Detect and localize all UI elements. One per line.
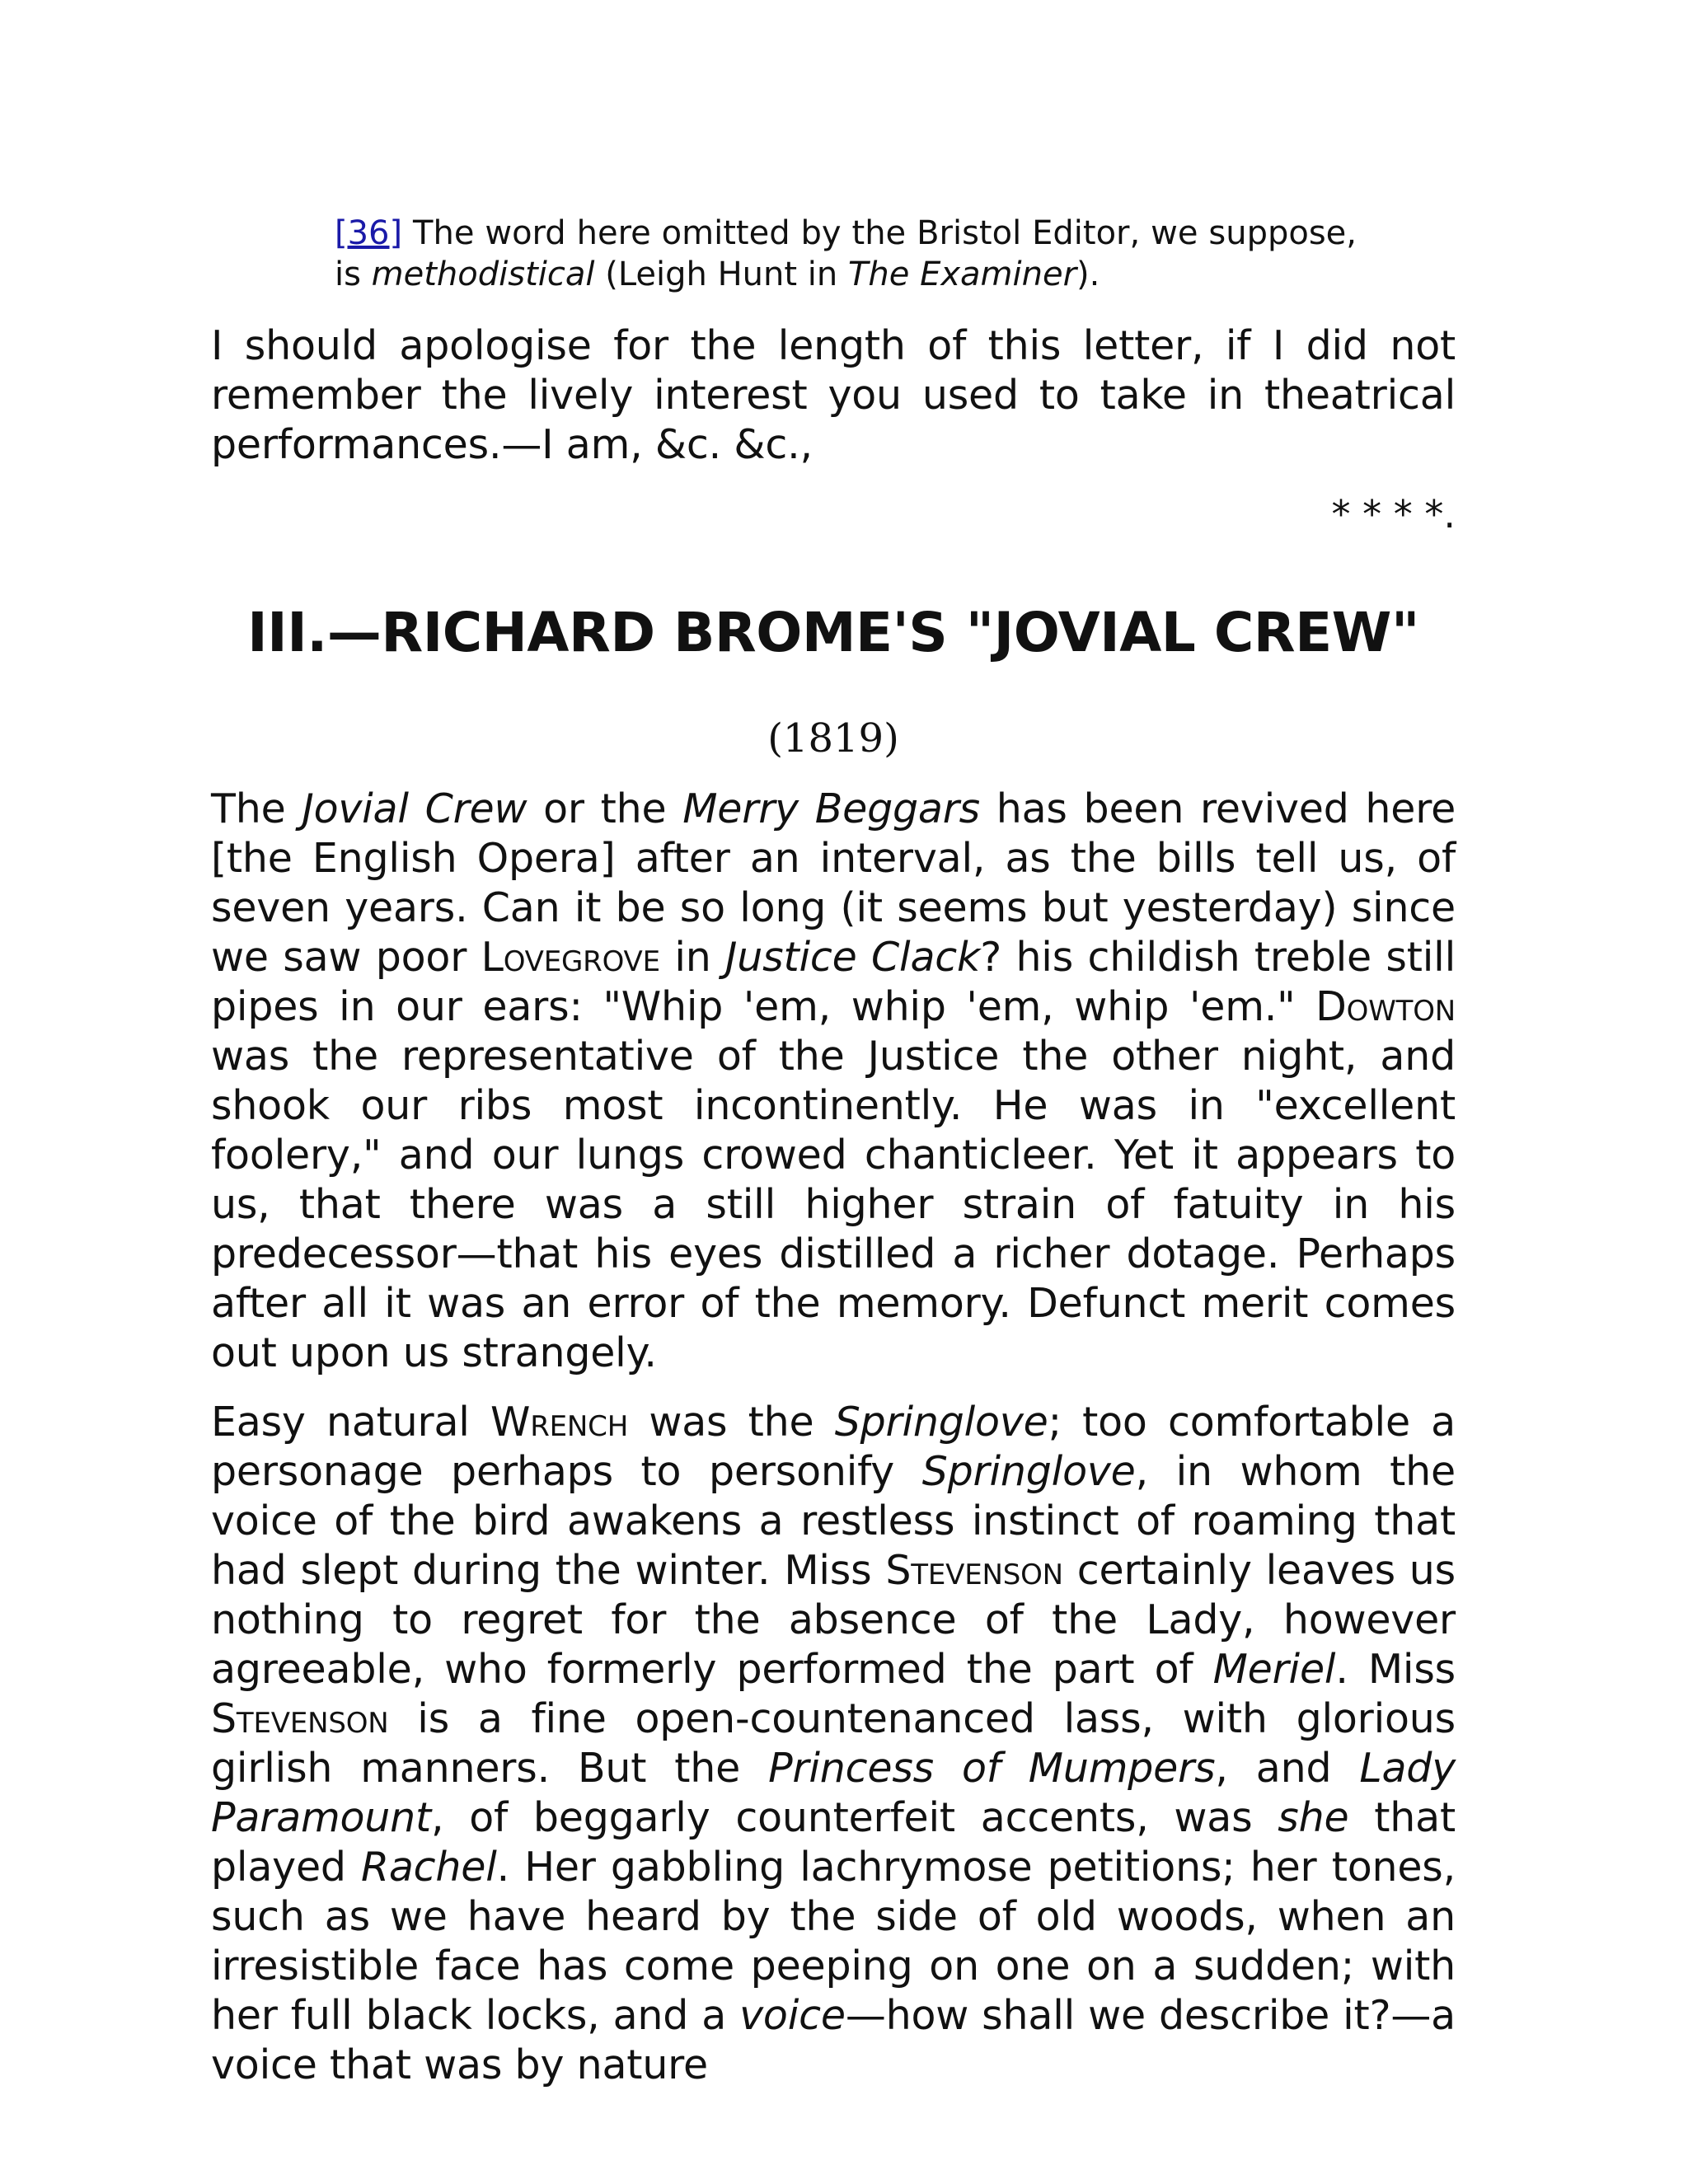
small-caps-name: Lovegrove	[481, 934, 660, 981]
italic-text: Rachel	[360, 1844, 497, 1891]
text: ? his childish treble still pipes in our ears: "Whip 'em, whip 'em, whip 'em."	[211, 934, 1456, 1030]
text: in	[659, 934, 726, 981]
text: was the	[628, 1399, 835, 1446]
footnote-text: (Leigh Hunt in	[594, 255, 848, 293]
text: is a fine open-countenanced lass, with glorious girlish manners. But the	[211, 1695, 1456, 1792]
text: The	[211, 785, 302, 832]
text: —how shall we describe it?—a voice that was by nature	[211, 1992, 1456, 2088]
text: , and	[1215, 1745, 1360, 1792]
text: , of beggarly counterfeit accents, was	[430, 1794, 1278, 1841]
italic-text: Jovial Crew	[302, 785, 528, 832]
section-heading: III.—RICHARD BROME'S "JOVIAL CREW"	[247, 601, 1419, 664]
footnote-text: ).	[1076, 255, 1100, 293]
text: that played	[211, 1794, 1456, 1891]
italic-text: Princess of Mumpers	[768, 1745, 1216, 1792]
footnote-italic-word: methodistical	[371, 255, 595, 293]
italic-text: Lady Paramount	[211, 1745, 1456, 1841]
small-caps-name: Dowton	[1315, 983, 1456, 1030]
italic-text: voice	[739, 1992, 846, 2039]
text: was the representative of the Justice the other night, and shook our ribs most incontinently. He was in "excellent foolery," and our lungs crowed chanticleer. Yet it appears to us, that there was a still higher strain of fatuity in his predecessor—that his eyes distilled a richer dotage. Perhaps after all it was an error of the memory. Defunct merit comes out upon us strangely.	[211, 1033, 1456, 1376]
text: Easy natural	[211, 1399, 490, 1446]
italic-text: Justice Clack	[725, 934, 981, 981]
text: or the	[527, 785, 683, 832]
text: has been revived here [the English Opera] after an interval, as the bills tell us, of seven years. Can it be so long (it seems but yesterday) since we saw poor	[211, 785, 1456, 981]
body-paragraph-2	[211, 1398, 1456, 2090]
section-year: (1819)	[767, 715, 899, 762]
page-content	[211, 213, 1456, 2110]
footnote-italic-title: The Examiner	[847, 255, 1077, 293]
text: . Her gabbling lachrymose petitions; her tones, such as we have heard by the side of old woods, when an irresistible face has come peeping on one on a sudden; with her full black locks, and a	[211, 1844, 1456, 2039]
small-caps-name: Wrench	[490, 1399, 629, 1446]
text: , in whom the voice of the bird awakens a restless instinct of roaming that had slept during the winter. Miss	[211, 1448, 1456, 1594]
body-paragraph-1	[211, 785, 1456, 1378]
text: ; too comfortable a personage perhaps to personify	[211, 1399, 1456, 1495]
text: certainly leaves us nothing to regret for the absence of the Lady, however agreeable, who formerly performed the part of	[211, 1547, 1456, 1693]
footnote	[335, 213, 1357, 295]
italic-text: Merry Beggars	[682, 785, 980, 832]
italic-text: she	[1278, 1794, 1349, 1841]
letter-closing-paragraph: I should apologise for the length of this letter, if I did not remember the lively interest you used to take in theatrical performances.—I am, &c. &c.,	[211, 322, 1456, 468]
italic-text: Springlove	[834, 1399, 1048, 1446]
text: . Miss	[1335, 1646, 1456, 1693]
italic-text: Meriel	[1212, 1646, 1336, 1693]
italic-text: Springlove	[921, 1448, 1136, 1495]
signature: * * * *.	[1331, 492, 1456, 537]
footnote-ref-link[interactable]: [36]	[335, 214, 403, 252]
footnote-text: The word here omitted by the Bristol Editor, we suppose, is	[335, 214, 1357, 293]
small-caps-name: Stevenson	[885, 1547, 1063, 1594]
small-caps-name: Stevenson	[211, 1695, 389, 1742]
